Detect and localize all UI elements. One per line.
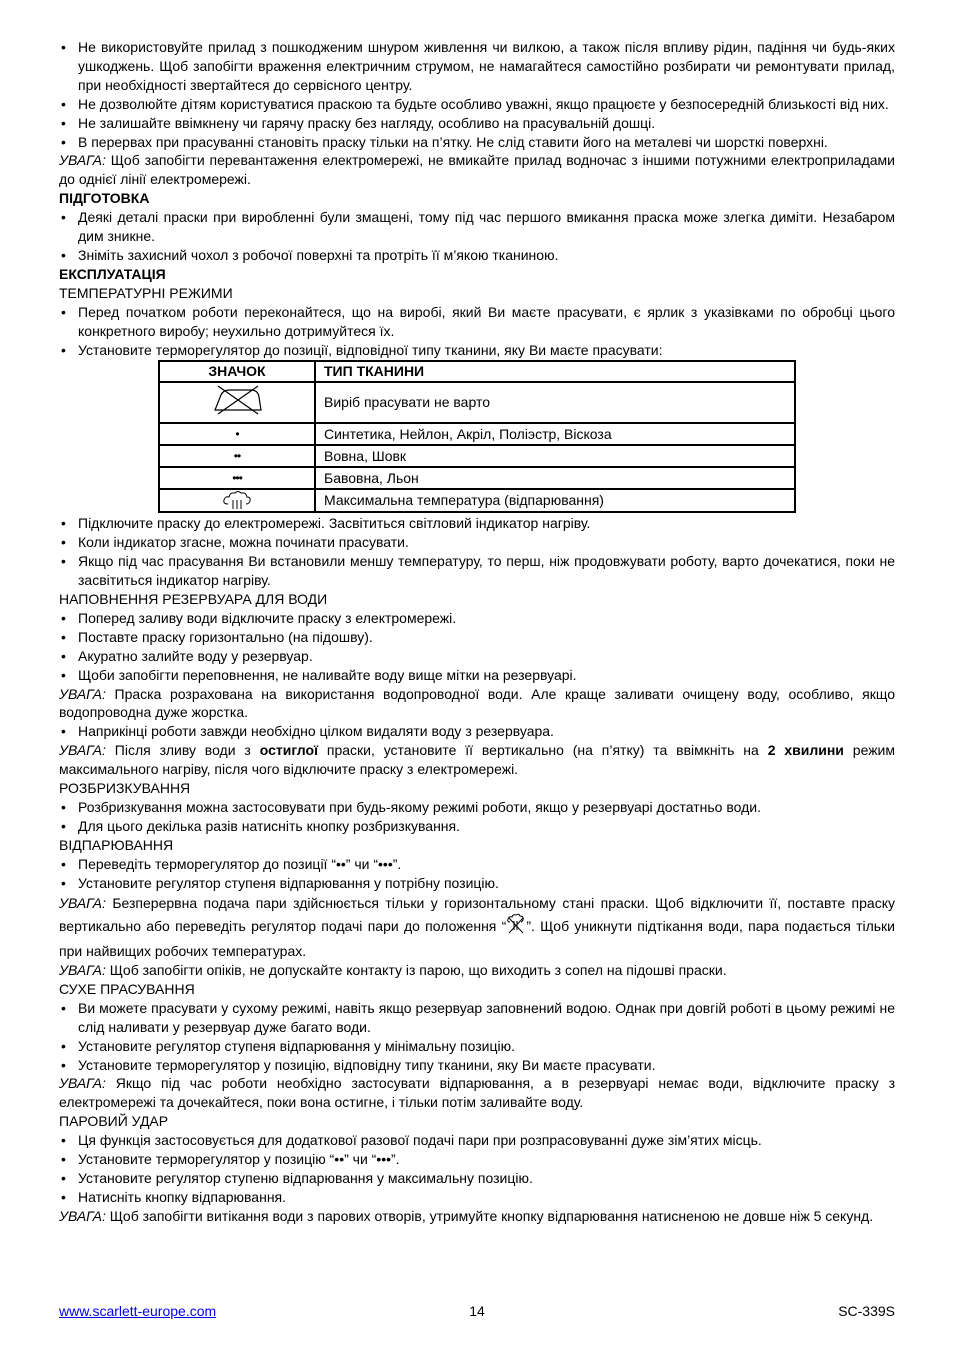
list-item: • Наприкінці роботи завжди необхідно цілком видаляти воду з резервуара. xyxy=(59,722,895,741)
warning-paragraph xyxy=(59,741,895,779)
steam-off-icon xyxy=(506,913,526,941)
warning-text: режим максимального нагріву, після чого відключите праску з електромережі. xyxy=(59,742,896,778)
warning-paragraph xyxy=(59,1207,895,1226)
warning-text: Після зливу води з xyxy=(105,742,260,759)
list-item: • Установите регулятор ступеню відпарювання у максимальну позицію. xyxy=(59,1169,895,1188)
list-item: • Розбризкування можна застосовувати при будь-якому режимі роботи, якщо у резервуарі достатньо води. xyxy=(59,798,895,817)
symbol-cell xyxy=(159,445,315,467)
list-item: • Установите терморегулятор до позиції, відповідної типу тканини, яку Ви маєте прасувати: xyxy=(59,341,895,360)
symbol-cell xyxy=(159,489,315,512)
table-row xyxy=(159,423,795,445)
list-item: • Установите терморегулятор у позицію “••” чи “•••”. xyxy=(59,1150,895,1169)
column-header-symbol: ЗНАЧОК xyxy=(159,361,315,382)
warning-text: Щоб запобігти опіків, не допускайте контакту із парою, що виходить з сопел на підошві праски. xyxy=(105,962,727,979)
column-header-fabric-type: ТИП ТКАНИНИ xyxy=(315,361,795,382)
symbol-cell xyxy=(159,467,315,489)
warning-text: Щоб запобігти перевантаження електромережі, не вмикайте прилад водночас з іншими потужними електроприладами до однієї лінії електромережі. xyxy=(59,152,895,188)
subheading-water-fill: НАПОВНЕННЯ РЕЗЕРВУАРА ДЛЯ ВОДИ xyxy=(59,591,328,608)
warning-label: УВАГА: xyxy=(59,685,106,702)
warning-label: УВАГА: xyxy=(59,1207,106,1224)
section-heading-operation: ЕКСПЛУАТАЦІЯ xyxy=(59,265,166,282)
steam-cloud-icon xyxy=(222,490,252,510)
list-item: • Перед початком роботи переконайтеся, що на виробі, який Ви маєте прасувати, є ярлик з указівками по обробці цього конкретного виробу; неухильно дотримуйтеся їх. xyxy=(59,303,895,341)
list-item: • Натисніть кнопку відпарювання. xyxy=(59,1188,895,1207)
symbol-cell xyxy=(159,382,315,423)
table-row xyxy=(159,445,795,467)
warning-paragraph xyxy=(59,961,895,980)
subheading-spray: РОЗБРИЗКУВАННЯ xyxy=(59,780,191,797)
intro-list xyxy=(59,38,895,151)
warning-text: ”. Щоб уникнути підтікання води, пара подається тільки при найвищих робочих температурах. xyxy=(59,918,896,959)
table-row xyxy=(159,467,795,489)
page-number: 14 xyxy=(469,1303,485,1319)
document-body xyxy=(59,38,895,1226)
fabric-type-cell: Синтетика, Нейлон, Акріл, Поліэстр, Віскоза xyxy=(315,423,795,445)
fabric-temperature-table xyxy=(158,360,796,513)
fabric-type-cell: Максимальна температура (відпарювання) xyxy=(315,489,795,512)
list-item: • Акуратно залийте воду у резервуар. xyxy=(59,647,895,666)
fabric-type-cell: Бавовна, Льон xyxy=(315,467,795,489)
list-item: • Установите регулятор ступеня відпарювання у потрібну позицію. xyxy=(59,874,895,893)
warning-paragraph xyxy=(59,893,895,962)
model-number: SC-339S xyxy=(838,1303,895,1319)
fabric-type-cell: Виріб прасувати не варто xyxy=(315,382,795,423)
list-item: • Коли індикатор згасне, можна починати прасувати. xyxy=(59,533,895,552)
warning-emphasis: остиглої xyxy=(259,742,318,759)
list-item: • Поперед заливу води відключите праску з електромережі. xyxy=(59,609,895,628)
subheading-dry-ironing: СУХЕ ПРАСУВАННЯ xyxy=(59,980,195,997)
list-item: • Ця функція застосовується для додаткової разової подачі пари при розпрасовуванні дуже зім’ятих місць. xyxy=(59,1131,895,1150)
subheading-temperature-modes: ТЕМПЕРАТУРНІ РЕЖИМИ xyxy=(59,284,233,301)
list-item: • Поставте праску горизонтально (на підошву). xyxy=(59,628,895,647)
list-item: • Якщо під час прасування Ви встановили меншу температуру, то перш, ніж продовжувати роботу, варто дочекатися, поки не засвітиться індикатор нагріву. xyxy=(59,552,895,590)
fabric-type-cell: Вовна, Шовк xyxy=(315,445,795,467)
list-item: • Установите терморегулятор у позицію, відповідну типу тканини, яку Ви маєте прасувати. xyxy=(59,1056,895,1075)
dot-symbol: ••• xyxy=(232,471,242,486)
section-heading-preparation: ПІДГОТОВКА xyxy=(59,190,150,207)
list-item: • Підключите праску до електромережі. Засвітиться світловий індикатор нагріву. xyxy=(59,514,895,533)
subheading-steam-burst: ПАРОВИЙ УДАР xyxy=(59,1113,169,1130)
symbol-cell xyxy=(159,423,315,445)
warning-label: УВАГА: xyxy=(59,894,106,911)
table-row xyxy=(159,382,795,423)
website-link[interactable]: www.scarlett-europe.com xyxy=(59,1303,217,1319)
warning-text: Безперервна подача пари здійснюється тільки у горизонтальному стані праски. Щоб відключити її, поставте праску вертикально або переведіть регулятор подачі пари до положення “ xyxy=(59,894,895,935)
subheading-steaming: ВІДПАРЮВАННЯ xyxy=(59,836,174,853)
dot-symbol: •• xyxy=(233,449,241,464)
list-item: • Ви можете прасувати у сухому режимі, навіть якщо резервуар заповнений водою. Однак при довгій роботі в цьому режимі не слід наливати у резервуар дуже багато води. xyxy=(59,999,895,1037)
page-footer xyxy=(59,1303,895,1319)
crossed-iron-icon xyxy=(206,383,268,417)
warning-paragraph xyxy=(59,151,895,189)
list-item: • Деякі деталі праски при виробленні були змащені, тому під час першого вмикання праска може злегка диміти. Незабаром дим зникне. xyxy=(59,208,895,246)
warning-paragraph xyxy=(59,685,895,723)
warning-label: УВАГА: xyxy=(59,742,106,759)
list-item: • Щоби запобігти переповнення, не наливайте воду вище мітки на резервуарі. xyxy=(59,666,895,685)
warning-text: Праска розрахована на використання водопроводної води. Але краще заливати очищену воду, особливо, якщо водопроводна дуже жорстка. xyxy=(59,685,895,721)
list-item: • Установите регулятор ступеня відпарювання у мінімальну позицію. xyxy=(59,1037,895,1056)
list-item: • Не залишайте ввімкнену чи гарячу праску без нагляду, особливо на прасувальній дошці. xyxy=(59,114,895,133)
list-item: • Не використовуйте прилад з пошкодженим шнуром живлення чи вилкою, а також після впливу рідин, падіння чи будь-яких ушкоджень. Щоб запобігти враження електричним струмом, не намагайтеся самостійно розбирати чи ремонтувати прилад, при необхідності звертайтеся до сервісного центру. xyxy=(59,38,895,95)
warning-label: УВАГА: xyxy=(59,1075,106,1092)
warning-emphasis: 2 хвилини xyxy=(767,742,844,759)
table-header-row xyxy=(159,361,795,382)
dot-symbol: • xyxy=(235,427,239,442)
list-item: • В перервах при прасуванні становіть праску тільки на п’ятку. Не слід ставити його на металеві чи шорсткі поверхні. xyxy=(59,133,895,152)
warning-label: УВАГА: xyxy=(59,962,106,979)
warning-label: УВАГА: xyxy=(59,152,106,169)
warning-text: Якщо під час роботи необхідно застосувати відпарювання, а в резервуарі немає води, відключите праску з електромережі та дочекайтеся, поки вона остигне, і тільки потім заливайте воду. xyxy=(59,1075,895,1111)
list-item: • Зніміть захисний чохол з робочої поверхні та протріть її м’якою тканиною. xyxy=(59,246,895,265)
list-item: • Для цього декілька разів натисніть кнопку розбризкування. xyxy=(59,817,895,836)
list-item: • Переведіть терморегулятор до позиції “••” чи “•••”. xyxy=(59,855,895,874)
list-item: • Не дозволюйте дітям користуватися праскою та будьте особливо уважні, якщо працюєте у безпосередній близькості від них. xyxy=(59,95,895,114)
warning-paragraph xyxy=(59,1074,895,1112)
warning-text: праски, установите її вертикально (на п’ятку) та ввімкніть на xyxy=(318,742,768,759)
table-row xyxy=(159,489,795,512)
warning-text: Щоб запобігти витікання води з парових отворів, утримуйте кнопку відпарювання натисненою не довше ніж 5 секунд. xyxy=(105,1207,874,1224)
